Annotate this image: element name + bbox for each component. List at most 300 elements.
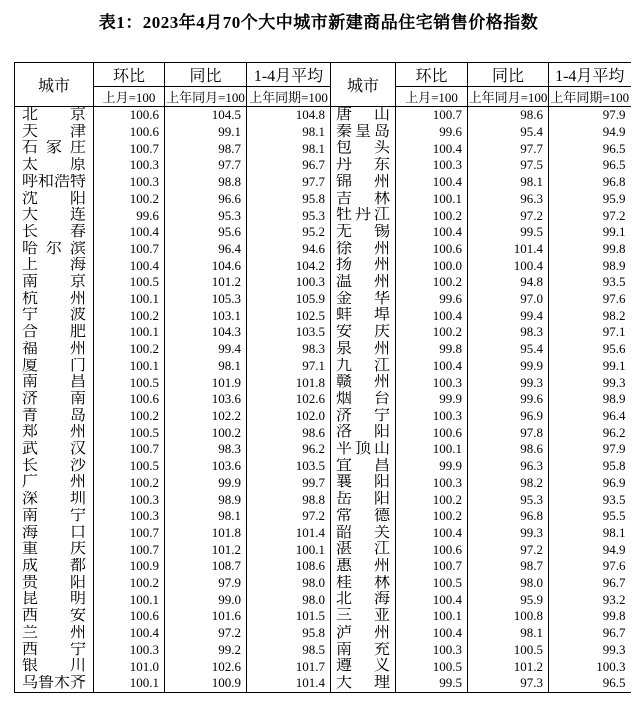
value-cell: 99.9 (468, 358, 549, 375)
value-cell: 97.2 (247, 508, 331, 525)
value-cell: 95.4 (468, 124, 549, 141)
city-name: 厦门 (22, 357, 86, 374)
value-cell: 100.4 (396, 224, 468, 241)
value-cell: 98.1 (247, 124, 331, 141)
value-cell: 97.7 (247, 174, 331, 191)
value-cell: 99.5 (468, 224, 549, 241)
city-name: 三亚 (336, 608, 390, 625)
value-cell: 96.2 (549, 424, 631, 441)
value-cell: 97.7 (165, 157, 247, 174)
value-cell: 100.4 (94, 625, 165, 642)
city-cell (331, 391, 396, 408)
value-cell: 96.5 (549, 157, 631, 174)
value-cell: 96.5 (549, 675, 631, 692)
city-name: 唐山 (336, 106, 390, 123)
value-cell: 101.7 (247, 658, 331, 675)
table-row (15, 358, 631, 375)
city-cell (15, 658, 94, 675)
table-row (15, 408, 631, 425)
value-cell: 100.4 (396, 525, 468, 542)
city-name: 深圳 (22, 491, 86, 508)
value-cell: 98.7 (468, 558, 549, 575)
value-cell: 98.5 (247, 642, 331, 659)
table-row (15, 658, 631, 675)
city-cell (15, 124, 94, 141)
city-name: 徐州 (336, 240, 390, 257)
value-cell: 100.1 (94, 324, 165, 341)
value-cell: 96.8 (468, 508, 549, 525)
value-cell: 101.2 (468, 658, 549, 675)
value-cell: 97.7 (468, 140, 549, 157)
value-cell: 100.2 (94, 474, 165, 491)
value-cell: 95.3 (468, 491, 549, 508)
city-name: 南宁 (22, 507, 86, 524)
value-cell: 100.6 (396, 241, 468, 258)
value-cell: 99.8 (549, 241, 631, 258)
table-row (15, 174, 631, 191)
city-cell (331, 241, 396, 258)
value-cell: 105.9 (247, 291, 331, 308)
value-cell: 101.8 (247, 374, 331, 391)
value-cell: 97.9 (549, 107, 631, 124)
value-cell: 96.5 (549, 140, 631, 157)
value-cell: 100.4 (396, 358, 468, 375)
value-cell: 100.5 (94, 274, 165, 291)
value-cell: 101.2 (165, 541, 247, 558)
city-name: 扬州 (336, 257, 390, 274)
city-name: 上海 (22, 257, 86, 274)
city-name: 乌鲁木齐 (22, 674, 87, 691)
value-cell: 101.9 (165, 374, 247, 391)
value-cell: 101.5 (247, 608, 331, 625)
value-cell: 97.0 (468, 291, 549, 308)
table-row (15, 341, 631, 358)
value-cell: 100.4 (396, 591, 468, 608)
value-cell: 98.6 (468, 107, 549, 124)
value-cell: 100.4 (396, 174, 468, 191)
city-cell (331, 257, 396, 274)
city-cell (331, 541, 396, 558)
table-row (15, 124, 631, 141)
value-cell: 105.3 (165, 291, 247, 308)
price-index-table (14, 62, 631, 693)
table-row (15, 474, 631, 491)
header-avg-right: 1-4月平均 (549, 63, 631, 87)
value-cell: 100.6 (94, 391, 165, 408)
value-cell: 100.3 (94, 642, 165, 659)
city-name: 泸州 (336, 624, 390, 641)
header-yoy-base-left: 上年同月=100 (165, 87, 247, 107)
value-cell: 100.7 (94, 541, 165, 558)
value-cell: 99.9 (165, 474, 247, 491)
value-cell: 100.1 (396, 441, 468, 458)
city-cell (15, 508, 94, 525)
city-name: 安庆 (336, 324, 390, 341)
city-name: 湛江 (336, 541, 390, 558)
value-cell: 100.3 (396, 474, 468, 491)
value-cell: 99.3 (468, 525, 549, 542)
city-name: 洛阳 (336, 424, 390, 441)
city-name: 贵阳 (22, 574, 86, 591)
city-cell (15, 391, 94, 408)
value-cell: 98.8 (165, 174, 247, 191)
city-name: 北海 (336, 591, 390, 608)
value-cell: 96.4 (165, 241, 247, 258)
city-cell (15, 675, 94, 692)
city-cell (15, 474, 94, 491)
value-cell: 101.6 (165, 608, 247, 625)
city-name: 温州 (336, 274, 390, 291)
city-cell (331, 558, 396, 575)
value-cell: 99.2 (165, 642, 247, 659)
city-cell (15, 642, 94, 659)
city-cell (331, 291, 396, 308)
city-name: 天津 (22, 123, 86, 140)
value-cell: 100.3 (396, 374, 468, 391)
city-cell (15, 374, 94, 391)
value-cell: 100.0 (396, 257, 468, 274)
city-cell (331, 307, 396, 324)
city-cell (331, 274, 396, 291)
value-cell: 101.4 (247, 525, 331, 542)
city-name: 西安 (22, 608, 86, 625)
city-name: 成都 (22, 557, 86, 574)
table-row (15, 324, 631, 341)
city-cell (15, 424, 94, 441)
value-cell: 108.7 (165, 558, 247, 575)
table-row (15, 508, 631, 525)
value-cell: 99.3 (468, 374, 549, 391)
value-cell: 100.3 (247, 274, 331, 291)
value-cell: 100.1 (94, 291, 165, 308)
value-cell: 99.3 (549, 642, 631, 659)
header-avg-left: 1-4月平均 (247, 63, 331, 87)
value-cell: 98.1 (165, 508, 247, 525)
value-cell: 95.9 (549, 191, 631, 208)
city-name: 长沙 (22, 457, 86, 474)
value-cell: 96.4 (549, 408, 631, 425)
city-cell (331, 441, 396, 458)
value-cell: 100.3 (396, 642, 468, 659)
city-name: 惠州 (336, 557, 390, 574)
city-name: 宜昌 (336, 457, 390, 474)
value-cell: 95.3 (165, 207, 247, 224)
value-cell: 96.9 (549, 474, 631, 491)
value-cell: 100.2 (165, 424, 247, 441)
city-cell (331, 224, 396, 241)
value-cell: 98.1 (247, 140, 331, 157)
city-name: 杭州 (22, 290, 86, 307)
table-row (15, 241, 631, 258)
city-cell (331, 358, 396, 375)
city-cell (15, 458, 94, 475)
value-cell: 100.7 (94, 241, 165, 258)
value-cell: 97.6 (549, 291, 631, 308)
city-cell (331, 374, 396, 391)
table-row (15, 157, 631, 174)
value-cell: 96.7 (247, 157, 331, 174)
header-yoy-left: 同比 (165, 63, 247, 87)
header-avg-base-left: 上年同期=100 (247, 87, 331, 107)
city-name: 桂林 (336, 574, 390, 591)
value-cell: 101.4 (468, 241, 549, 258)
value-cell: 100.3 (396, 408, 468, 425)
value-cell: 97.3 (468, 675, 549, 692)
header-mom-base-right: 上月=100 (396, 87, 468, 107)
page-title: 表1：2023年4月70个大中城市新建商品住宅销售价格指数 (98, 13, 539, 32)
city-cell (15, 274, 94, 291)
value-cell: 103.6 (165, 458, 247, 475)
value-cell: 96.9 (468, 408, 549, 425)
value-cell: 101.4 (247, 675, 331, 692)
header-yoy-right: 同比 (468, 63, 549, 87)
value-cell: 102.0 (247, 408, 331, 425)
city-name: 九江 (336, 357, 390, 374)
value-cell: 100.2 (396, 274, 468, 291)
city-cell (331, 525, 396, 542)
value-cell: 96.2 (247, 441, 331, 458)
value-cell: 98.1 (549, 525, 631, 542)
value-cell: 100.1 (94, 591, 165, 608)
city-cell (331, 324, 396, 341)
city-name: 北京 (22, 106, 86, 123)
value-cell: 95.8 (549, 458, 631, 475)
table-row (15, 608, 631, 625)
city-cell (15, 324, 94, 341)
city-name: 广州 (22, 474, 86, 491)
city-name: 济宁 (336, 407, 390, 424)
value-cell: 100.5 (396, 658, 468, 675)
city-cell (331, 107, 396, 124)
header-mom-left: 环比 (94, 63, 165, 87)
value-cell: 97.1 (549, 324, 631, 341)
value-cell: 100.6 (94, 124, 165, 141)
value-cell: 97.2 (549, 207, 631, 224)
value-cell: 97.8 (468, 424, 549, 441)
city-name: 金华 (336, 290, 390, 307)
table-row (15, 224, 631, 241)
value-cell: 104.5 (165, 107, 247, 124)
value-cell: 99.1 (165, 124, 247, 141)
table-row (15, 191, 631, 208)
value-cell: 100.1 (94, 358, 165, 375)
value-cell: 97.2 (165, 625, 247, 642)
city-cell (331, 207, 396, 224)
city-name: 岳阳 (336, 491, 390, 508)
value-cell: 104.6 (165, 257, 247, 274)
table-row (15, 424, 631, 441)
city-name: 丹东 (336, 157, 390, 174)
value-cell: 99.6 (396, 291, 468, 308)
city-cell (15, 341, 94, 358)
value-cell: 95.3 (247, 207, 331, 224)
value-cell: 104.2 (247, 257, 331, 274)
value-cell: 100.5 (94, 374, 165, 391)
header-mom-right: 环比 (396, 63, 468, 87)
city-cell (15, 157, 94, 174)
value-cell: 98.6 (247, 424, 331, 441)
city-name: 遵义 (336, 658, 390, 675)
value-cell: 103.5 (247, 324, 331, 341)
city-cell (331, 458, 396, 475)
table-row (15, 257, 631, 274)
city-name: 南昌 (22, 374, 86, 391)
value-cell: 97.1 (247, 358, 331, 375)
value-cell: 98.9 (549, 257, 631, 274)
value-cell: 103.5 (247, 458, 331, 475)
city-name: 福州 (22, 340, 86, 357)
city-name: 宁波 (22, 307, 86, 324)
city-name: 无锡 (336, 223, 390, 240)
city-cell (15, 525, 94, 542)
value-cell: 97.5 (468, 157, 549, 174)
city-cell (15, 241, 94, 258)
value-cell: 100.7 (396, 107, 468, 124)
value-cell: 98.2 (468, 474, 549, 491)
value-cell: 98.1 (468, 174, 549, 191)
value-cell: 96.7 (549, 575, 631, 592)
city-cell (331, 341, 396, 358)
city-cell (15, 541, 94, 558)
city-name: 武汉 (22, 441, 86, 458)
value-cell: 100.6 (396, 541, 468, 558)
city-cell (331, 191, 396, 208)
value-cell: 100.1 (396, 608, 468, 625)
city-name: 南京 (22, 274, 86, 291)
header-mom-base-left: 上月=100 (94, 87, 165, 107)
table-row (15, 458, 631, 475)
city-cell (15, 441, 94, 458)
city-name: 济南 (22, 390, 86, 407)
value-cell: 100.3 (396, 157, 468, 174)
table-row (15, 591, 631, 608)
value-cell: 95.9 (468, 591, 549, 608)
value-cell: 100.4 (94, 224, 165, 241)
city-name: 昆明 (22, 591, 86, 608)
city-cell (331, 625, 396, 642)
value-cell: 100.3 (94, 508, 165, 525)
value-cell: 100.5 (94, 458, 165, 475)
city-cell (15, 291, 94, 308)
city-name: 牡丹江 (336, 207, 390, 224)
city-cell (15, 191, 94, 208)
city-name: 重庆 (22, 541, 86, 558)
value-cell: 100.7 (94, 140, 165, 157)
value-cell: 97.9 (165, 575, 247, 592)
value-cell: 95.2 (247, 224, 331, 241)
value-cell: 99.3 (549, 374, 631, 391)
value-cell: 100.8 (468, 608, 549, 625)
city-name: 韶关 (336, 524, 390, 541)
city-cell (15, 257, 94, 274)
city-cell (15, 174, 94, 191)
value-cell: 100.2 (94, 191, 165, 208)
value-cell: 98.2 (549, 307, 631, 324)
table-header (15, 63, 631, 107)
value-cell: 100.1 (247, 541, 331, 558)
city-name: 兰州 (22, 624, 86, 641)
city-cell (331, 408, 396, 425)
value-cell: 98.8 (247, 491, 331, 508)
table-row (15, 675, 631, 692)
city-cell (15, 625, 94, 642)
value-cell: 100.2 (396, 207, 468, 224)
value-cell: 100.2 (396, 491, 468, 508)
city-name: 锦州 (336, 173, 390, 190)
value-cell: 104.8 (247, 107, 331, 124)
value-cell: 100.6 (94, 608, 165, 625)
city-cell (331, 424, 396, 441)
table-row (15, 441, 631, 458)
city-cell (331, 591, 396, 608)
city-cell (331, 675, 396, 692)
city-name: 沈阳 (22, 190, 86, 207)
value-cell: 97.6 (549, 558, 631, 575)
table-row (15, 625, 631, 642)
value-cell: 100.9 (94, 558, 165, 575)
value-cell: 100.5 (94, 424, 165, 441)
header-city-right: 城市 (331, 63, 396, 107)
value-cell: 100.7 (94, 441, 165, 458)
city-cell (331, 608, 396, 625)
table-row (15, 207, 631, 224)
value-cell: 100.3 (94, 174, 165, 191)
city-cell (15, 408, 94, 425)
value-cell: 99.7 (247, 474, 331, 491)
value-cell: 100.5 (468, 642, 549, 659)
city-cell (15, 558, 94, 575)
value-cell: 100.2 (94, 575, 165, 592)
value-cell: 95.6 (549, 341, 631, 358)
value-cell: 95.4 (468, 341, 549, 358)
value-cell: 95.6 (165, 224, 247, 241)
city-cell (331, 575, 396, 592)
table-row (15, 558, 631, 575)
value-cell: 93.5 (549, 274, 631, 291)
table-row (15, 374, 631, 391)
city-cell (15, 358, 94, 375)
value-cell: 97.2 (468, 207, 549, 224)
value-cell: 98.1 (165, 358, 247, 375)
city-cell (331, 642, 396, 659)
city-name: 西宁 (22, 641, 86, 658)
value-cell: 99.4 (165, 341, 247, 358)
value-cell: 100.2 (396, 324, 468, 341)
value-cell: 100.1 (396, 191, 468, 208)
table-row (15, 575, 631, 592)
value-cell: 99.4 (468, 307, 549, 324)
city-cell (15, 140, 94, 157)
value-cell: 98.1 (468, 625, 549, 642)
value-cell: 95.8 (247, 625, 331, 642)
value-cell: 98.0 (247, 591, 331, 608)
city-cell (15, 591, 94, 608)
header-yoy-base-right: 上年同月=100 (468, 87, 549, 107)
value-cell: 101.2 (165, 274, 247, 291)
header-city-left: 城市 (15, 63, 94, 107)
city-name: 南充 (336, 641, 390, 658)
city-cell (15, 307, 94, 324)
value-cell: 103.1 (165, 307, 247, 324)
city-cell (331, 157, 396, 174)
value-cell: 101.0 (94, 658, 165, 675)
value-cell: 100.2 (94, 307, 165, 324)
city-name: 赣州 (336, 374, 390, 391)
value-cell: 104.3 (165, 324, 247, 341)
value-cell: 93.5 (549, 491, 631, 508)
value-cell: 100.1 (94, 675, 165, 692)
value-cell: 100.6 (94, 107, 165, 124)
